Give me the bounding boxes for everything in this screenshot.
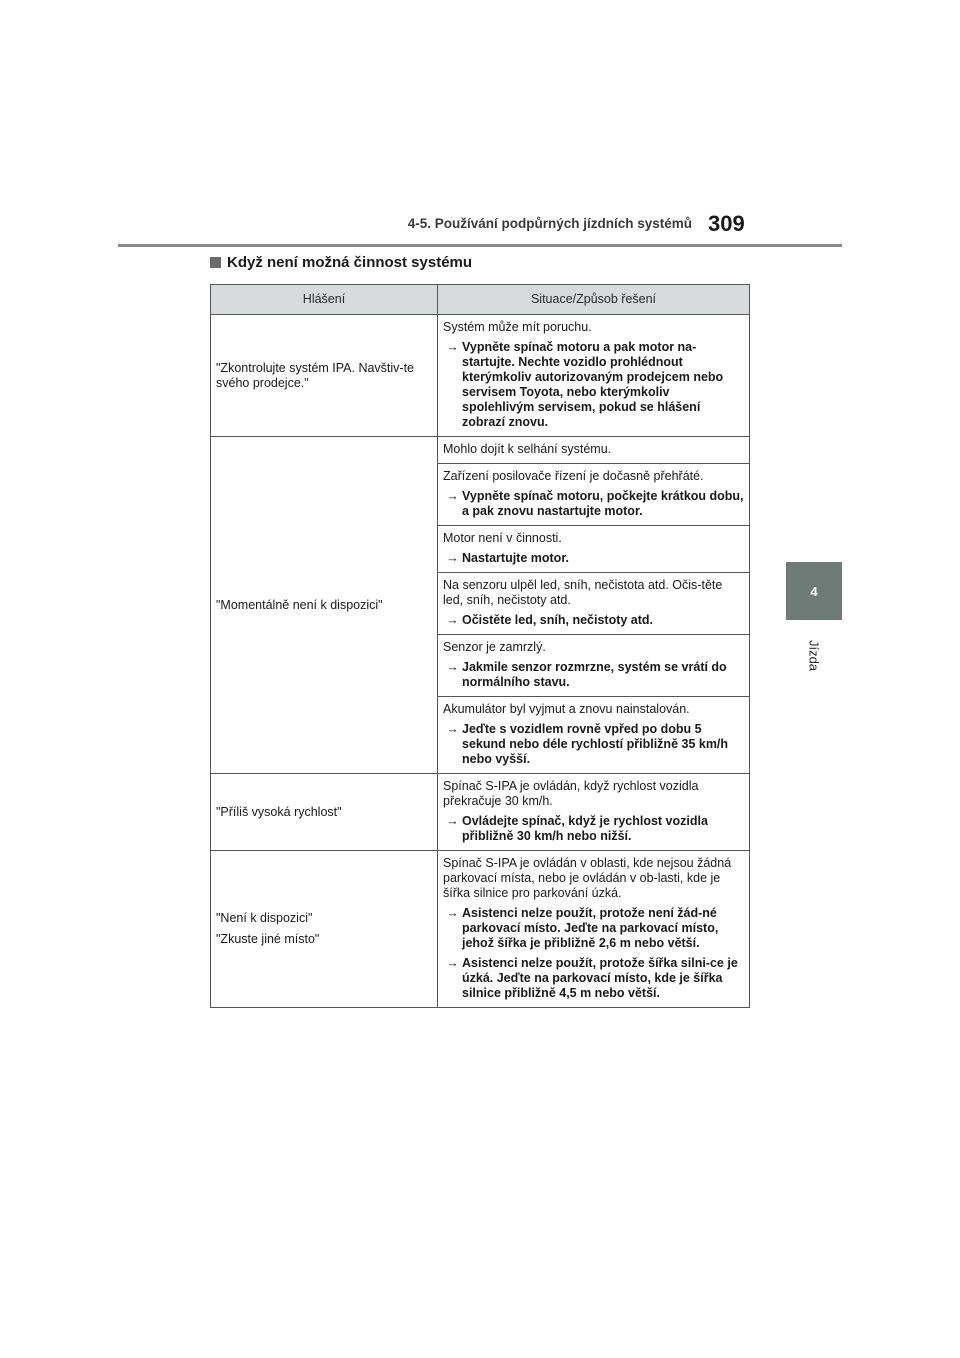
situation-cell <box>438 464 750 526</box>
action-text: Asistenci nelze použít, protože není žád-né parkovací místo. Jeďte na parkovací místo, jehož šířka je přibližně 2,6 m nebo větší. <box>462 906 719 950</box>
section-header: 4-5. Používání podpůrných jízdních systémů <box>407 216 692 231</box>
arrow-icon: → <box>446 551 459 565</box>
message-text: "Momentálně není k dispozici" <box>216 597 383 612</box>
arrow-icon: → <box>446 340 459 354</box>
action-item <box>443 489 744 519</box>
message-text: "Zkontrolujte systém IPA. Navštiv-te svého prodejce." <box>216 360 415 390</box>
message-cell <box>211 774 438 851</box>
table-body <box>211 315 750 1008</box>
arrow-icon: → <box>446 660 459 674</box>
message-text: "Zkuste jiné místo" <box>216 932 320 946</box>
situation-text: Spínač S-IPA je ovládán v oblasti, kde nejsou žádná parkovací místa, nebo je ovládán v ob-lasti, kde je šířka silnice pro parkování úzká. <box>443 856 732 900</box>
action-item <box>443 613 744 628</box>
message-text: "Příliš vysoká rychlost" <box>216 804 342 819</box>
action-item <box>443 722 744 767</box>
chapter-number: 4 <box>810 583 818 599</box>
message-cell <box>211 851 438 1008</box>
situation-text: Systém může mít poruchu. <box>443 320 592 334</box>
situation-cell <box>438 437 750 464</box>
situation-text: Senzor je zamrzlý. <box>443 640 546 654</box>
situation-cell <box>438 635 750 697</box>
action-item <box>443 956 744 1001</box>
chapter-tab <box>786 562 842 620</box>
square-bullet-icon <box>210 257 221 268</box>
chapter-label: Jízda <box>806 639 822 672</box>
arrow-icon: → <box>446 814 459 828</box>
action-text: Jeďte s vozidlem rovně vpřed po dobu 5 sekund nebo déle rychlostí přibližně 35 km/h nebo vyšší. <box>462 722 729 766</box>
situation-text: Akumulátor byl vyjmut a znovu nainstalován. <box>443 702 690 716</box>
message-cell <box>211 315 438 437</box>
message-cell <box>211 437 438 774</box>
action-item <box>443 340 744 430</box>
situation-cell <box>438 315 750 437</box>
arrow-icon: → <box>446 613 459 627</box>
action-text: Vypněte spínač motoru a pak motor na-startujte. Nechte vozidlo prohlédnout kterýmkoliv autorizovaným prodejcem nebo servisem Toyota, nebo kterýmkoliv spolehlivým servisem, pokud se hlášení zobrazí znovu. <box>462 340 724 429</box>
situation-text: Motor není v činnosti. <box>443 531 562 545</box>
action-text: Očistěte led, sníh, nečistoty atd. <box>462 613 654 627</box>
action-text: Ovládejte spínač, když je rychlost vozidla přibližně 30 km/h nebo nižší. <box>462 814 708 843</box>
situation-text: Zařízení posilovače řízení je dočasně přehřáté. <box>443 469 704 483</box>
action-text: Asistenci nelze použít, protože šířka silni-ce je úzká. Jeďte na parkovací místo, kde je šířka silnice přibližně 4,5 m nebo větší. <box>462 956 738 1000</box>
situation-text: Mohlo dojít k selhání systému. <box>443 442 612 456</box>
situation-cell <box>438 851 750 1008</box>
table-row <box>211 774 750 851</box>
message-text: "Není k dispozici" <box>216 911 313 925</box>
situation-text: Na senzoru ulpěl led, sníh, nečistota atd. Očis-těte led, sníh, nečistoty atd. <box>443 578 723 607</box>
action-item <box>443 814 744 844</box>
table-row <box>211 851 750 1008</box>
arrow-icon: → <box>446 722 459 736</box>
column-header-message: Hlášení <box>211 285 438 315</box>
situation-cell <box>438 774 750 851</box>
action-item <box>443 551 744 566</box>
situation-text: Spínač S-IPA je ovládán, když rychlost vozidla překračuje 30 km/h. <box>443 779 699 808</box>
action-text: Vypněte spínač motoru, počkejte krátkou dobu, a pak znovu nastartujte motor. <box>462 489 744 518</box>
action-item <box>443 906 744 951</box>
arrow-icon: → <box>446 489 459 503</box>
table-row <box>211 315 750 437</box>
action-text: Nastartujte motor. <box>462 551 569 565</box>
arrow-icon: → <box>446 956 459 970</box>
section-title <box>210 254 472 271</box>
action-item <box>443 660 744 690</box>
arrow-icon: → <box>446 906 459 920</box>
action-text: Jakmile senzor rozmrzne, systém se vrátí do normálního stavu. <box>462 660 727 689</box>
page-number: 309 <box>708 211 745 236</box>
situation-cell <box>438 573 750 635</box>
table-row <box>211 437 750 464</box>
section-title-text: Když není možná činnost systému <box>227 254 473 271</box>
message-table <box>210 284 750 1008</box>
situation-cell <box>438 697 750 774</box>
table-header-row <box>211 285 750 315</box>
header-divider <box>118 244 842 247</box>
column-header-situation: Situace/Způsob řešení <box>438 285 750 315</box>
situation-cell <box>438 526 750 573</box>
